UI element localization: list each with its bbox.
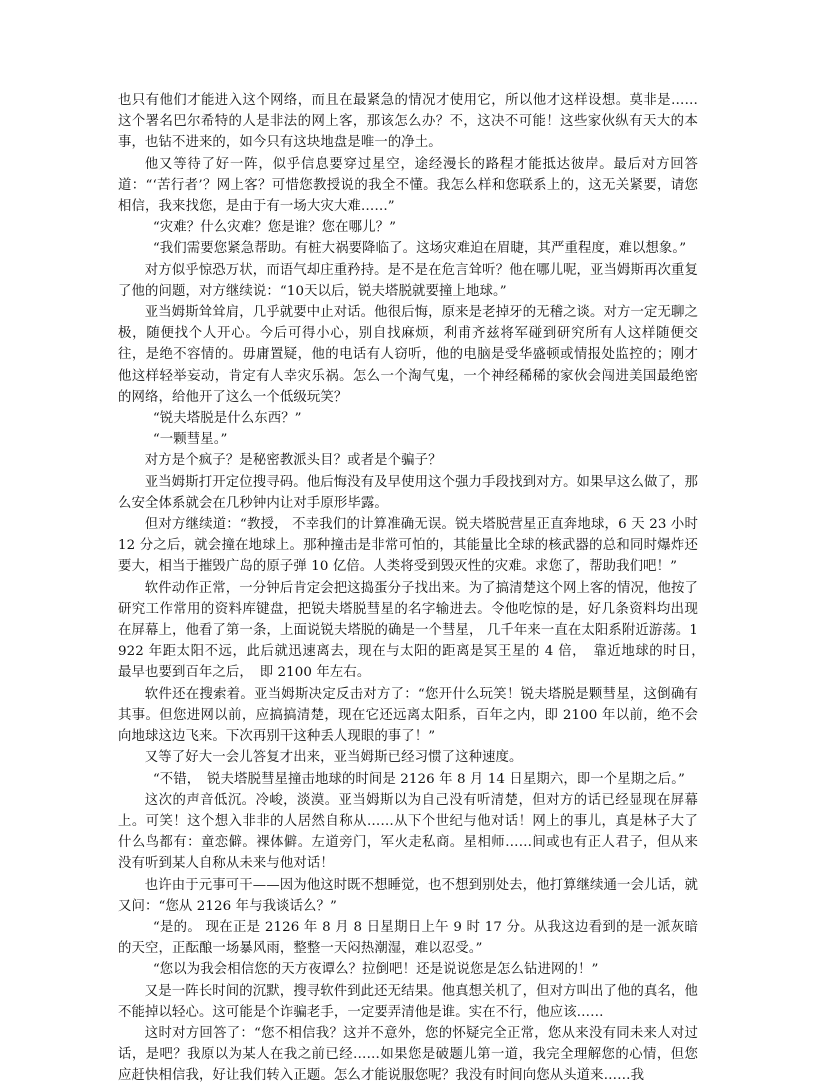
paragraph-6: 亚当姆斯耸耸肩，几乎就要中止对话。他很后悔，原来是老掉牙的无稽之谈。对方一定无聊之极，随便找个人开心。今后可得小心，别自找麻烦，利甫齐兹将军碰到研究所有人这样随便交往，是绝不容情的。毋庸置疑，他的电话有人窃听，他的电脑是受华盛顿或情报处监控的；刚才他这样轻举妄动，肯定有人幸灾乐祸。怎么一个淘气鬼，一个神经稀稀的家伙会闯进美国最绝密的网络，给他开了这么一个低级玩笑？ <box>118 305 698 405</box>
paragraph-19: “您以为我会相信您的天方夜谭么？拉倒吧！还是说说您是怎么钻进网的！” <box>152 962 599 978</box>
paragraph-18: “是的。 现在正是 2126 年 8 月 8 日星期日上午 9 时 17 分。从我这边看到的是一派灰暗的天空，正酝酿一场暴风雨，整整一天闷热潮湿，难以忍受。” <box>118 919 698 957</box>
document-page <box>118 90 712 1087</box>
paragraph-10: 亚当姆斯打开定位搜寻码。他后悔没有及早使用这个强力手段找到对方。如果早这么做了，那么安全体系就会在几秒钟内让对手原形毕露。 <box>118 474 698 511</box>
paragraph-1: 也只有他们才能进入这个网络，而且在最紧急的情况才使用它，所以他才这样设想。莫非是……这个署名巴尔希特的人是非法的网上客，那该怎么办？不，这决不可能！这些家伙纵有天大的本事，也钻不进来的，如今只有这块地盘是唯一的净土。 <box>118 93 698 151</box>
paragraph-9: 对方是个疯子？是秘密教派头目？或者是个骗子？ <box>144 453 442 469</box>
paragraph-3: “灾难？什么灾难？您是谁？您在哪儿？” <box>152 220 397 236</box>
paragraph-7: “锐夫塔脱是什么东西？” <box>152 411 302 427</box>
paragraph-14: 又等了好大一会儿答复才出来，亚当姆斯已经习惯了这种速度。 <box>144 750 523 766</box>
paragraph-8: “一颗彗星。” <box>152 432 228 448</box>
paragraph-12: 软件动作正常，一分钟后肯定会把这捣蛋分子找出来。为了搞清楚这个网上客的情况，他按了研究工作常用的资料库键盘，把锐夫塔脱彗星的名字输进去。令他吃惊的是，好几条资料均出现在屏幕上，他看了第一条，上面说锐夫塔脱的确是一个彗星， 几千年来一直在太阳系附近游荡。1922 年距太阳不远，此后就迅速离去，现在与太阳的距离是冥王星的 4 倍， 靠近地球的时日， 最早也要到百年之后， 即 2100 年左右。 <box>118 580 712 681</box>
paragraph-17: 也许由于元事可干——因为他这时既不想睡觉，也不想到别处去，他打算继续通一会儿话，就又问：“您从 2126 年与我谈话么？” <box>118 877 698 914</box>
paragraph-11: 但对方继续道：“教授， 不幸我们的计算准确无误。锐夫塔脱营星正直奔地球，6 天 23 小时 12 分之后，就会撞在地球上。那种撞击是非常可怕的，其能量比全球的核武器的总和同时爆炸还要大，相当于摧毁广岛的原子弹 10 亿倍。人类将受到毁灭性的灾难。求您了，帮助我们吧！” <box>118 517 698 575</box>
paragraph-4: “我们需要您紧急帮助。有桩大祸要降临了。这场灾难迫在眉睫，其严重程度，难以想象。” <box>152 241 687 257</box>
paragraph-13: 软件还在搜索着。亚当姆斯决定反击对方了：“您开什么玩笑！锐夫塔脱是颗彗星，这倒确有其事。但您进网以前，应搞搞清楚，现在它还远离太阳系，百年之内，即 2100 年以前，绝不会向地球这边飞来。下次再别干这种丢人现眼的事了！” <box>118 686 698 745</box>
paragraph-2: 他又等待了好一阵，似乎信息要穿过星空，途经漫长的路程才能抵达彼岸。最后对方回答道：“‘苦行者’？网上客？可惜您教授说的我全不懂。我怎么样和您联系上的，这无关紧要，请您相信，我来找您，是由于有一场大灾大难……” <box>118 156 698 215</box>
paragraph-15: “不错， 锐夫塔脱彗星撞击地球的时间是 2126 年 8 月 14 日星期六，即一个星期之后。” <box>152 771 685 787</box>
paragraph-16: 这次的声音低沉。冷峻，淡漠。亚当姆斯以为自己没有听清楚，但对方的话已经显现在屏幕上。可笑！这个想入非非的人居然自称从……从下个世纪与他对话！网上的事儿，真是林子大了什么鸟都有：童恋僻。裸体僻。左道旁门，军火走私商。星相师……间或也有正人君子，但从来没有听到某人自称从未来与他对话！ <box>118 792 698 872</box>
paragraph-21: 这时对方回答了：“您不相信我？这并不意外，您的怀疑完全正常，您从来没有同未来人对过话，是吧？我原以为某人在我之前已经……如果您是破题儿第一道，我完全理解您的心情，但您应赶快相信我，好让我们转入正题。怎么才能说服您呢？我没有时间向您从头道来……我 <box>118 1025 698 1084</box>
paragraph-20: 又是一阵长时间的沉默，搜寻软件到此还无结果。他真想关机了，但对方叫出了他的真名，他不能掉以轻心。这可能是个诈骗老手，一定要弄清他是谁。实在不行，他应该…… <box>118 983 698 1020</box>
paragraph-5: 对方似乎惊恐万状，而语气却庄重矜持。是不是在危言耸听？他在哪儿呢，亚当姆斯再次重复了他的问题，对方继续说：“10天以后，锐夫塔脱就要撞上地球。” <box>118 262 698 299</box>
